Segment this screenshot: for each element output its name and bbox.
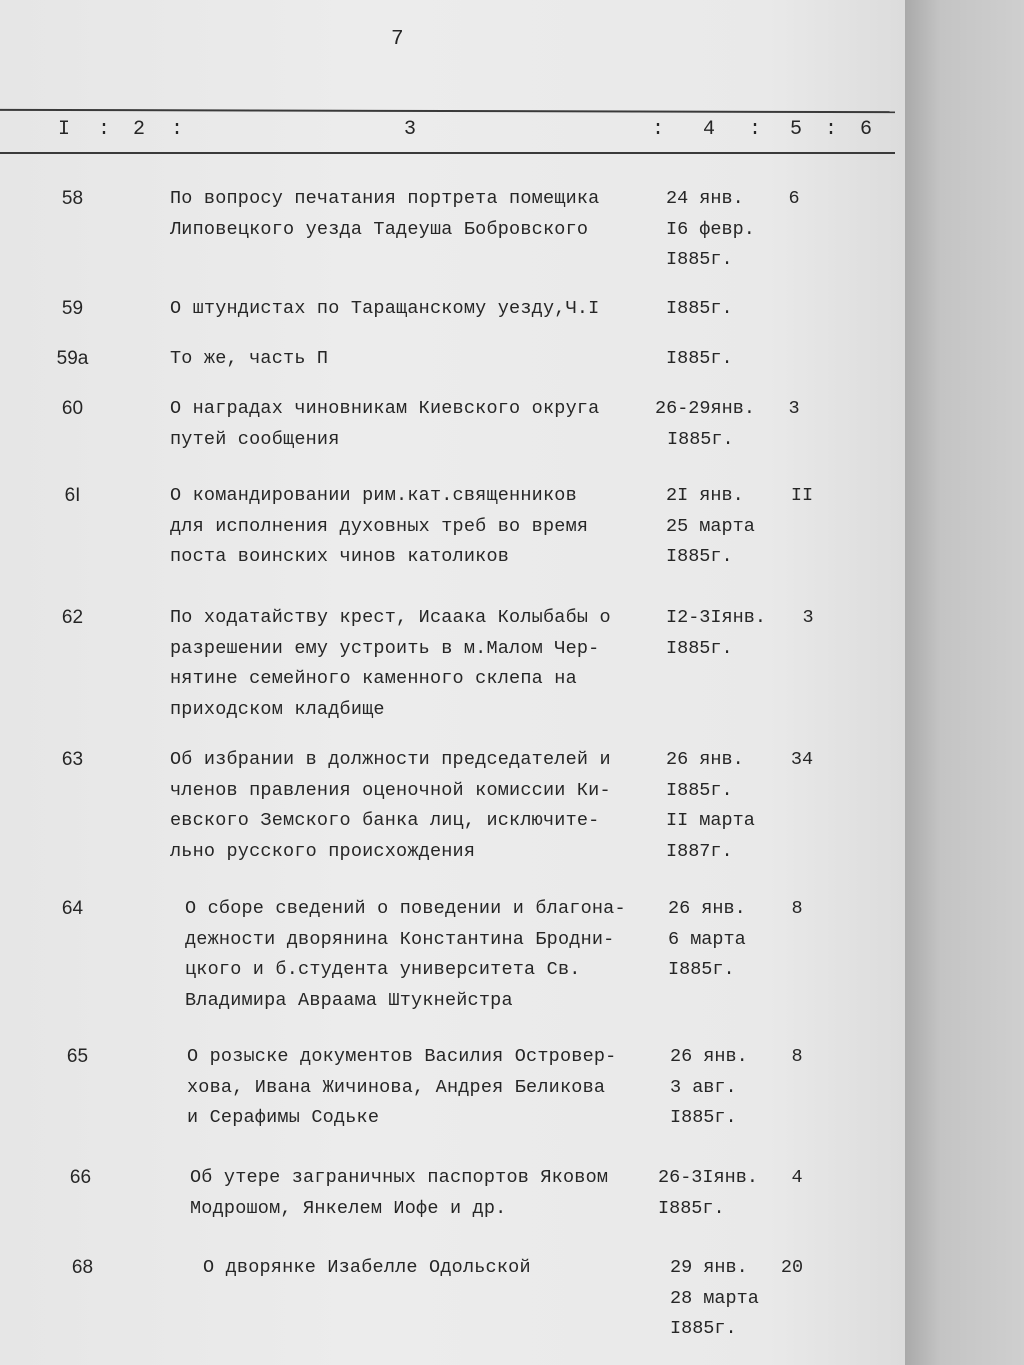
row-title	[170, 481, 670, 573]
header-col-3: 3	[404, 118, 417, 141]
header-sep-1: :	[98, 118, 111, 141]
date-line: 26-29янв.	[655, 398, 755, 419]
header-top-rule	[0, 109, 895, 113]
row-title	[170, 344, 670, 375]
date-line: I885г.	[670, 1318, 737, 1339]
date-line: I2-3Iянв.	[666, 607, 766, 628]
date-line: I885г.	[658, 1197, 725, 1219]
row-number: 63	[61, 749, 84, 770]
title-line: Модрошом, Янкелем Иофе и др.	[190, 1197, 507, 1219]
title-line: льно русского происхождения	[170, 840, 476, 862]
date-line: 6 марта	[668, 928, 746, 950]
title-line: О сборе сведений о поведении и благона-	[185, 898, 626, 919]
date-line: 28 марта	[670, 1287, 759, 1309]
date-line: I885г.	[668, 959, 735, 980]
date-line: I6 февр.	[666, 218, 755, 240]
row-number: 59	[61, 298, 84, 319]
row-title	[170, 394, 670, 455]
header-sep-4: :	[749, 118, 762, 141]
row-number: 66	[69, 1167, 92, 1188]
title-line: членов правления оценочной комиссии Ки-	[170, 779, 611, 801]
title-line: О розыске документов Василия Островер-	[187, 1046, 617, 1067]
row-title	[170, 603, 670, 725]
row-title	[170, 184, 670, 245]
row-sheets: 20	[780, 1257, 804, 1278]
row-dates	[655, 394, 775, 455]
row-sheets: II	[790, 485, 814, 506]
row-title	[190, 1163, 690, 1224]
row-number: 65	[66, 1046, 89, 1067]
title-line: и Серафимы Содьке	[187, 1107, 380, 1128]
date-line: I885г.	[666, 637, 733, 659]
row-number: 64	[61, 898, 84, 919]
row-dates	[666, 481, 786, 573]
date-line: 26 янв.	[670, 1046, 748, 1067]
date-line: I885г.	[666, 546, 733, 567]
row-title	[170, 294, 670, 325]
date-line: 3 авг.	[670, 1076, 737, 1098]
title-line: О наградах чиновникам Киевского округа	[170, 398, 600, 419]
title-line: цкого и б.студента университета Св.	[185, 959, 581, 980]
title-line: для исполнения духовных треб во время	[170, 515, 589, 537]
row-number: 6I	[64, 485, 81, 506]
row-dates	[666, 344, 786, 375]
row-title	[170, 745, 670, 867]
title-line: поста воинских чинов католиков	[170, 546, 510, 567]
date-line: I885г.	[666, 348, 733, 369]
page-edge-shadow	[905, 0, 1024, 1365]
header-col-1: I	[58, 118, 71, 141]
title-line: По ходатайству крест, Исаака Колыбабы о	[170, 607, 611, 628]
header-col-4: 4	[703, 118, 716, 141]
row-sheets: 8	[791, 1046, 803, 1067]
title-line: Об избрании в должности председателей и	[170, 749, 611, 770]
title-line: приходском кладбище	[170, 698, 385, 720]
date-line: I885г.	[670, 1107, 737, 1128]
title-line: Об утере заграничных паспортов Яковом	[190, 1167, 609, 1188]
row-dates	[668, 894, 788, 986]
date-line: II марта	[666, 810, 755, 831]
title-line: О дворянке Изабелле Одольской	[203, 1257, 531, 1278]
date-line: I885г.	[666, 779, 733, 801]
row-dates	[666, 603, 786, 664]
date-line: 26 янв.	[666, 749, 744, 770]
row-dates	[666, 184, 786, 276]
date-line: 26-3Iянв.	[658, 1167, 758, 1188]
title-line: евского Земского банка лиц, исключите-	[170, 810, 600, 831]
row-dates	[658, 1163, 778, 1224]
row-dates	[666, 745, 786, 867]
title-line: То же, часть П	[170, 348, 329, 369]
row-title	[185, 894, 685, 1016]
row-sheets: 3	[788, 398, 800, 419]
header-col-2: 2	[133, 118, 146, 141]
title-line: Липовецкого уезда Тадеуша Бобровского	[170, 218, 589, 240]
header-bottom-rule	[0, 152, 895, 154]
header-sep-2: :	[171, 118, 184, 141]
row-sheets: 6	[788, 188, 800, 209]
date-line: 2I янв.	[666, 485, 744, 506]
date-line: I885г.	[667, 428, 734, 450]
header-sep-3: :	[652, 118, 665, 141]
row-sheets: 34	[790, 749, 814, 770]
page-number: 7	[391, 28, 404, 51]
title-line: По вопросу печатания портрета помещика	[170, 188, 600, 209]
header-col-6: 6	[860, 118, 873, 141]
row-title	[203, 1253, 703, 1284]
title-line: нятине семейного каменного склепа на	[170, 668, 577, 689]
table-header	[0, 118, 900, 148]
row-sheets: 3	[802, 607, 814, 628]
row-sheets: 8	[791, 898, 803, 919]
row-title	[187, 1042, 687, 1134]
title-line: О командировании рим.кат.священников	[170, 485, 577, 506]
header-sep-5: :	[825, 118, 838, 141]
title-line: Владимира Авраама Штукнейстра	[185, 989, 513, 1011]
row-sheets: 4	[791, 1167, 803, 1188]
row-number: 59а	[56, 348, 89, 369]
row-number: 58	[61, 188, 84, 209]
date-line: 26 янв.	[668, 898, 746, 919]
date-line: I887г.	[666, 840, 733, 862]
title-line: путей сообщения	[170, 428, 340, 450]
date-line: 29 янв.	[670, 1257, 748, 1278]
title-line: дежности дворянина Константина Бродни-	[185, 928, 615, 950]
title-line: О штундистах по Таращанскому уезду,Ч.I	[170, 298, 600, 319]
row-dates	[670, 1042, 790, 1134]
title-line: хова, Ивана Жичинова, Андрея Беликова	[187, 1076, 606, 1098]
row-number: 60	[61, 398, 84, 419]
date-line: 25 марта	[666, 515, 755, 537]
row-number: 62	[61, 607, 84, 628]
row-dates	[666, 294, 786, 325]
date-line: 24 янв.	[666, 188, 744, 209]
row-number: 68	[71, 1257, 94, 1278]
date-line: I885г.	[666, 249, 733, 270]
title-line: разрешении ему устроить в м.Малом Чер-	[170, 637, 600, 659]
header-col-5: 5	[790, 118, 803, 141]
date-line: I885г.	[666, 298, 733, 319]
